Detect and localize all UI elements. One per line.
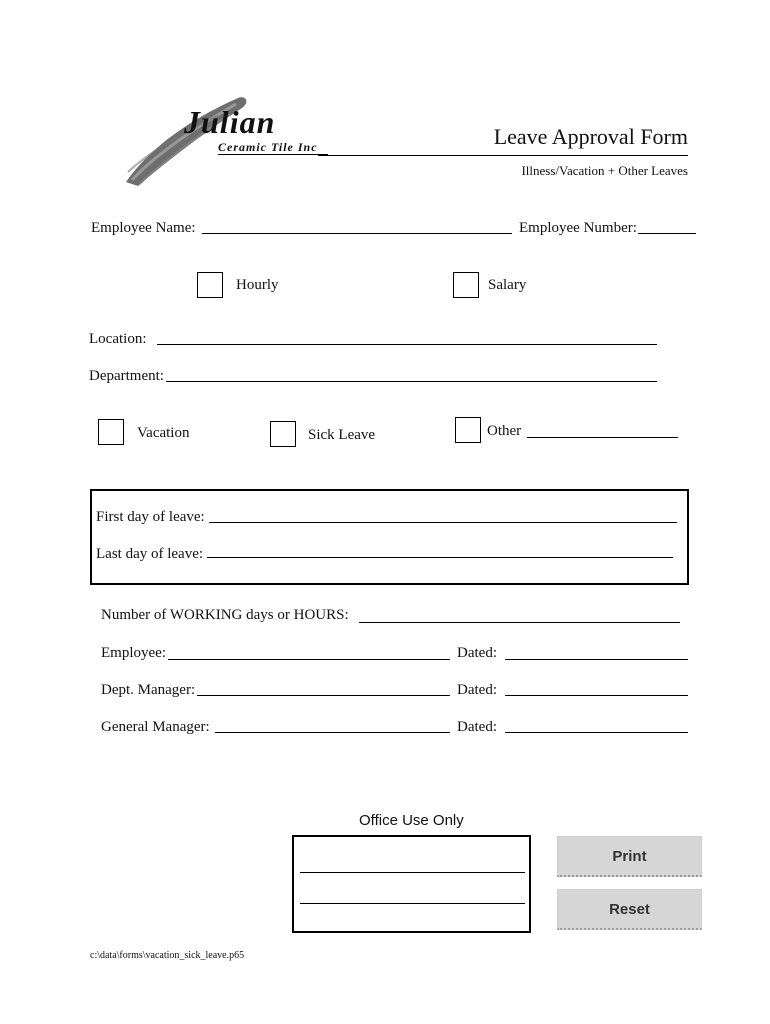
hourly-label: Hourly [236, 277, 279, 293]
working-days-label: Number of WORKING days or HOURS: [101, 607, 349, 623]
sick-leave-checkbox[interactable] [270, 421, 296, 447]
logo-subtitle: Ceramic Tile Inc [218, 140, 318, 154]
office-use-line-2[interactable] [300, 903, 525, 904]
print-button[interactable]: Print [557, 836, 702, 877]
vacation-checkbox[interactable] [98, 419, 124, 445]
working-days-field[interactable] [359, 622, 680, 623]
location-field[interactable] [157, 344, 657, 345]
dept-manager-field[interactable] [197, 695, 450, 696]
location-label: Location: [89, 331, 147, 347]
salary-checkbox[interactable] [453, 272, 479, 298]
office-use-line-1[interactable] [300, 872, 525, 873]
salary-label: Salary [488, 277, 527, 293]
office-use-title: Office Use Only [359, 812, 464, 829]
logo-underline [218, 154, 328, 155]
general-manager-dated-label: Dated: [457, 719, 497, 735]
employee-dated-label: Dated: [457, 645, 497, 661]
last-day-label: Last day of leave: [96, 546, 204, 562]
employee-signature-label: Employee: [101, 645, 166, 661]
employee-name-field[interactable] [202, 233, 512, 234]
company-logo [118, 90, 328, 190]
title-rule [318, 155, 688, 156]
other-checkbox[interactable] [455, 417, 481, 443]
footer-file-path: c:\data\forms\vacation_sick_leave.p65 [90, 950, 245, 961]
employee-signature-field[interactable] [168, 659, 450, 660]
general-manager-dated-field[interactable] [505, 732, 688, 733]
first-day-field[interactable] [209, 522, 677, 523]
other-field[interactable] [527, 437, 678, 438]
sick-leave-label: Sick Leave [308, 427, 376, 443]
general-manager-field[interactable] [215, 732, 450, 733]
department-label: Department: [89, 368, 164, 384]
employee-dated-field[interactable] [505, 659, 688, 660]
hourly-checkbox[interactable] [197, 272, 223, 298]
employee-name-label: Employee Name: [91, 220, 196, 236]
leave-dates-box [90, 489, 689, 585]
employee-number-field[interactable] [638, 233, 696, 234]
dept-manager-dated-label: Dated: [457, 682, 497, 698]
other-label: Other [487, 423, 522, 439]
logo-name: Julian [184, 104, 276, 140]
dept-manager-dated-field[interactable] [505, 695, 688, 696]
general-manager-label: General Manager: [101, 719, 210, 735]
form-subtitle: Illness/Vacation + Other Leaves [521, 163, 688, 178]
employee-number-label: Employee Number: [519, 220, 637, 236]
office-use-box [292, 835, 531, 933]
vacation-label: Vacation [137, 425, 190, 441]
dept-manager-label: Dept. Manager: [101, 682, 196, 698]
form-title: Leave Approval Form [493, 124, 688, 149]
last-day-field[interactable] [207, 557, 673, 558]
department-field[interactable] [166, 381, 657, 382]
first-day-label: First day of leave: [96, 509, 205, 525]
reset-button[interactable]: Reset [557, 889, 702, 930]
